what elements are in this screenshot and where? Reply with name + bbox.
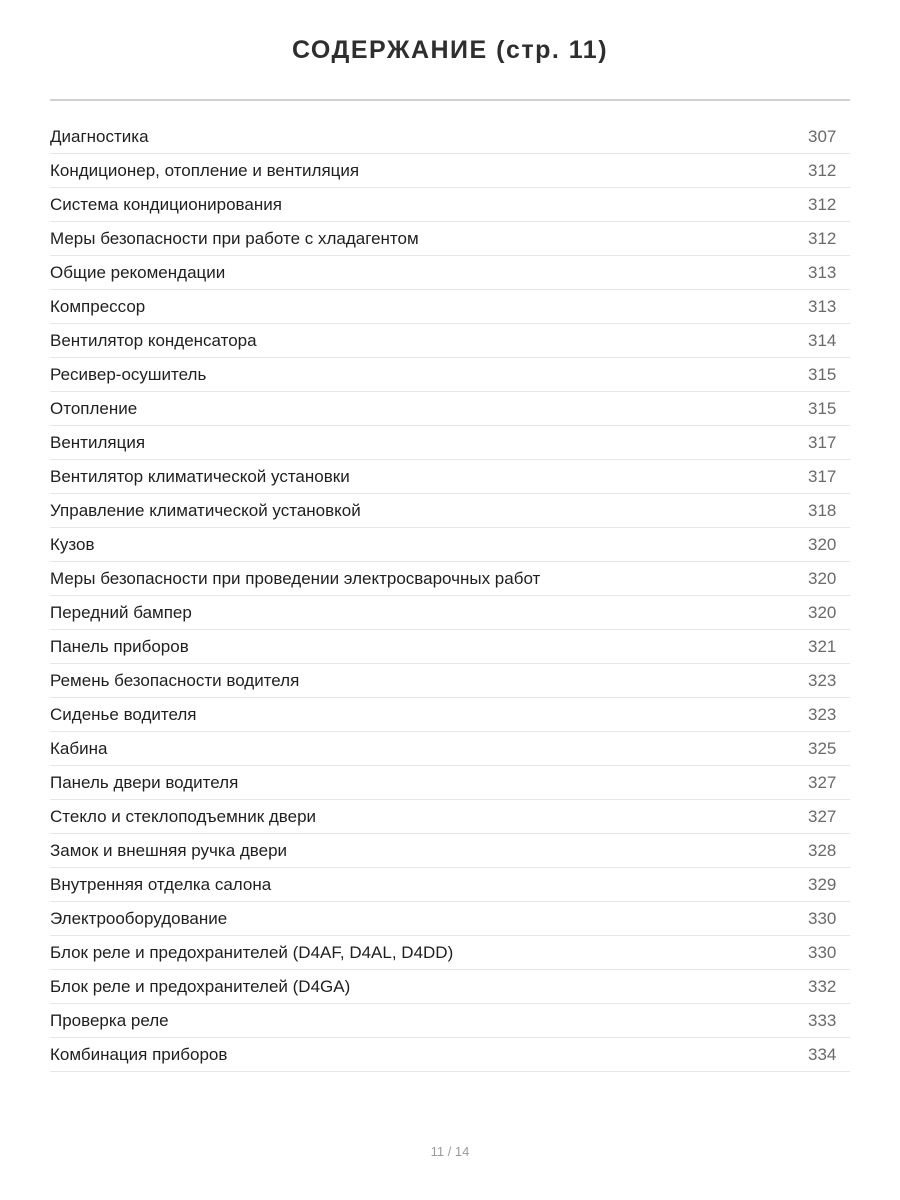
toc-entry-page-number: 328 <box>808 840 837 860</box>
toc-entry[interactable] <box>50 630 850 664</box>
toc-list <box>50 120 850 1072</box>
toc-entry-title: Вентиляция <box>50 432 146 452</box>
toc-entry-title: Общие рекомендации <box>50 262 226 282</box>
toc-entry-title: Комбинация приборов <box>50 1044 228 1064</box>
toc-entry-title: Замок и внешняя ручка двери <box>50 840 288 860</box>
toc-entry[interactable] <box>50 290 850 324</box>
toc-entry[interactable] <box>50 392 850 426</box>
toc-entry[interactable] <box>50 154 850 188</box>
toc-entry[interactable] <box>50 120 850 154</box>
toc-entry-page-number: 325 <box>808 738 837 758</box>
toc-entry[interactable] <box>50 970 850 1004</box>
toc-entry[interactable] <box>50 1038 850 1072</box>
toc-entry[interactable] <box>50 936 850 970</box>
toc-entry-page-number: 334 <box>808 1044 837 1064</box>
toc-entry-title: Блок реле и предохранителей (D4GA) <box>50 976 351 996</box>
toc-entry-title: Стекло и стеклоподъемник двери <box>50 806 317 826</box>
toc-entry-title: Сиденье водителя <box>50 704 197 724</box>
toc-entry[interactable] <box>50 324 850 358</box>
toc-entry-title: Ремень безопасности водителя <box>50 670 300 690</box>
toc-entry-title: Меры безопасности при проведении электросварочных работ <box>50 568 541 588</box>
toc-entry-title: Система кондиционирования <box>50 194 282 214</box>
toc-entry[interactable] <box>50 596 850 630</box>
toc-entry-title: Диагностика <box>50 126 149 146</box>
toc-entry[interactable] <box>50 256 850 290</box>
toc-entry-title: Панель двери водителя <box>50 772 239 792</box>
toc-entry-page-number: 321 <box>808 636 837 656</box>
toc-entry[interactable] <box>50 868 850 902</box>
toc-entry-page-number: 332 <box>808 976 837 996</box>
toc-entry-page-number: 320 <box>808 534 837 554</box>
toc-entry-title: Блок реле и предохранителей (D4AF, D4AL, D4DD) <box>50 942 454 962</box>
toc-entry-title: Кузов <box>50 534 95 554</box>
toc-entry-page-number: 312 <box>808 194 837 214</box>
toc-entry[interactable] <box>50 222 850 256</box>
toc-entry-page-number: 315 <box>808 398 837 418</box>
toc-entry-page-number: 333 <box>808 1010 837 1030</box>
toc-entry-page-number: 329 <box>808 874 837 894</box>
toc-entry-title: Электрооборудование <box>50 908 228 928</box>
toc-entry-title: Управление климатической установкой <box>50 500 361 520</box>
toc-entry-title: Вентилятор конденсатора <box>50 330 257 350</box>
toc-entry[interactable] <box>50 834 850 868</box>
toc-entry-page-number: 312 <box>808 160 837 180</box>
toc-entry-page-number: 315 <box>808 364 837 384</box>
toc-entry-title: Панель приборов <box>50 636 189 656</box>
toc-entry-title: Отопление <box>50 398 138 418</box>
toc-entry[interactable] <box>50 766 850 800</box>
toc-entry-page-number: 314 <box>808 330 837 350</box>
toc-entry-page-number: 317 <box>808 466 837 486</box>
toc-entry-title: Ресивер-осушитель <box>50 364 207 384</box>
toc-entry-title: Компрессор <box>50 296 146 316</box>
toc-entry-page-number: 318 <box>808 500 837 520</box>
toc-entry-page-number: 320 <box>808 568 837 588</box>
toc-entry-title: Кабина <box>50 738 108 758</box>
toc-entry[interactable] <box>50 698 850 732</box>
toc-entry[interactable] <box>50 1004 850 1038</box>
toc-entry-page-number: 330 <box>808 908 837 928</box>
toc-entry[interactable] <box>50 528 850 562</box>
toc-entry-title: Кондиционер, отопление и вентиляция <box>50 160 360 180</box>
toc-entry[interactable] <box>50 732 850 766</box>
toc-entry-title: Вентилятор климатической установки <box>50 466 350 486</box>
toc-entry[interactable] <box>50 358 850 392</box>
toc-entry[interactable] <box>50 426 850 460</box>
toc-entry-page-number: 327 <box>808 772 837 792</box>
title-divider <box>50 99 850 101</box>
toc-entry[interactable] <box>50 188 850 222</box>
toc-entry-page-number: 320 <box>808 602 837 622</box>
toc-entry[interactable] <box>50 562 850 596</box>
toc-entry-title: Передний бампер <box>50 602 192 622</box>
toc-entry-page-number: 323 <box>808 670 837 690</box>
toc-entry-page-number: 307 <box>808 126 837 146</box>
toc-entry[interactable] <box>50 800 850 834</box>
toc-entry-title: Проверка реле <box>50 1010 169 1030</box>
toc-entry-page-number: 317 <box>808 432 837 452</box>
toc-entry-page-number: 323 <box>808 704 837 724</box>
toc-entry-page-number: 313 <box>808 296 837 316</box>
toc-entry-title: Меры безопасности при работе с хладагентом <box>50 228 419 248</box>
page-indicator: 11 / 14 <box>430 1144 470 1159</box>
toc-entry-page-number: 327 <box>808 806 837 826</box>
toc-entry-title: Внутренняя отделка салона <box>50 874 272 894</box>
toc-entry[interactable] <box>50 902 850 936</box>
page-title: СОДЕРЖАНИЕ (стр. 11) <box>291 36 609 64</box>
toc-entry[interactable] <box>50 494 850 528</box>
toc-entry-page-number: 313 <box>808 262 837 282</box>
toc-entry[interactable] <box>50 664 850 698</box>
toc-entry-page-number: 312 <box>808 228 837 248</box>
toc-entry-page-number: 330 <box>808 942 837 962</box>
toc-entry[interactable] <box>50 460 850 494</box>
